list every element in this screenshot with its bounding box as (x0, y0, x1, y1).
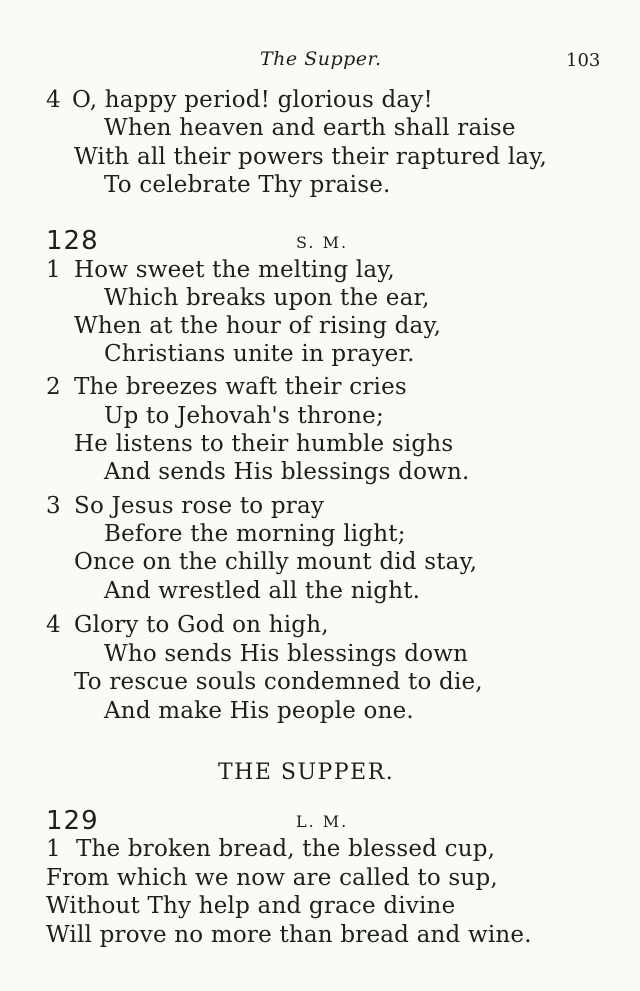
verse-line: To rescue souls condemned to die, (74, 669, 483, 695)
verse-number: 4 (46, 87, 61, 113)
running-title: The Supper. (260, 48, 382, 70)
verse-line: Without Thy help and grace divine (46, 893, 456, 919)
verse-line: The breezes waft their cries (74, 374, 407, 400)
verse-line: Once on the chilly mount did stay, (74, 549, 478, 575)
verse-line: Glory to God on high, (74, 612, 329, 638)
verse-line: When at the hour of rising day, (74, 313, 442, 339)
verse-line: How sweet the melting lay, (74, 257, 395, 283)
verse-line: Before the morning light; (104, 521, 406, 547)
verse-line: Up to Jehovah's throne; (104, 403, 384, 429)
verse-line: The broken bread, the blessed cup, (76, 836, 496, 862)
verse-number: 1 (46, 257, 61, 283)
verse-line: So Jesus rose to pray (74, 493, 325, 519)
hymn-number: 129 (46, 806, 99, 836)
page-number: 103 (566, 50, 601, 71)
verse-line: And wrestled all the night. (104, 578, 421, 604)
verse-line: With all their powers their raptured lay, (74, 144, 547, 170)
hymn-number: 128 (46, 226, 99, 256)
verse-line: He listens to their humble sighs (74, 431, 454, 457)
verse-line: Christians unite in prayer. (104, 341, 415, 367)
hymn-meter: S. M. (296, 233, 349, 252)
verse-line: When heaven and earth shall raise (104, 115, 516, 141)
verse-number: 1 (46, 836, 61, 862)
verse-line: To celebrate Thy praise. (104, 172, 391, 198)
verse-line: Will prove no more than bread and wine. (46, 922, 532, 948)
verse-line: And sends His blessings down. (104, 459, 470, 485)
verse-number: 4 (46, 612, 61, 638)
verse-line: From which we now are called to sup, (46, 865, 498, 891)
verse-line: Who sends His blessings down (104, 641, 469, 667)
verse-line: Which breaks upon the ear, (104, 285, 430, 311)
verse-line: O, happy period! glorious day! (72, 87, 433, 113)
running-head (0, 48, 640, 72)
verse-line: And make His people one. (104, 698, 414, 724)
verse-number: 2 (46, 374, 61, 400)
verse-number: 3 (46, 493, 61, 519)
section-title: THE SUPPER. (218, 760, 395, 785)
hymn-meter: L. M. (296, 812, 349, 831)
